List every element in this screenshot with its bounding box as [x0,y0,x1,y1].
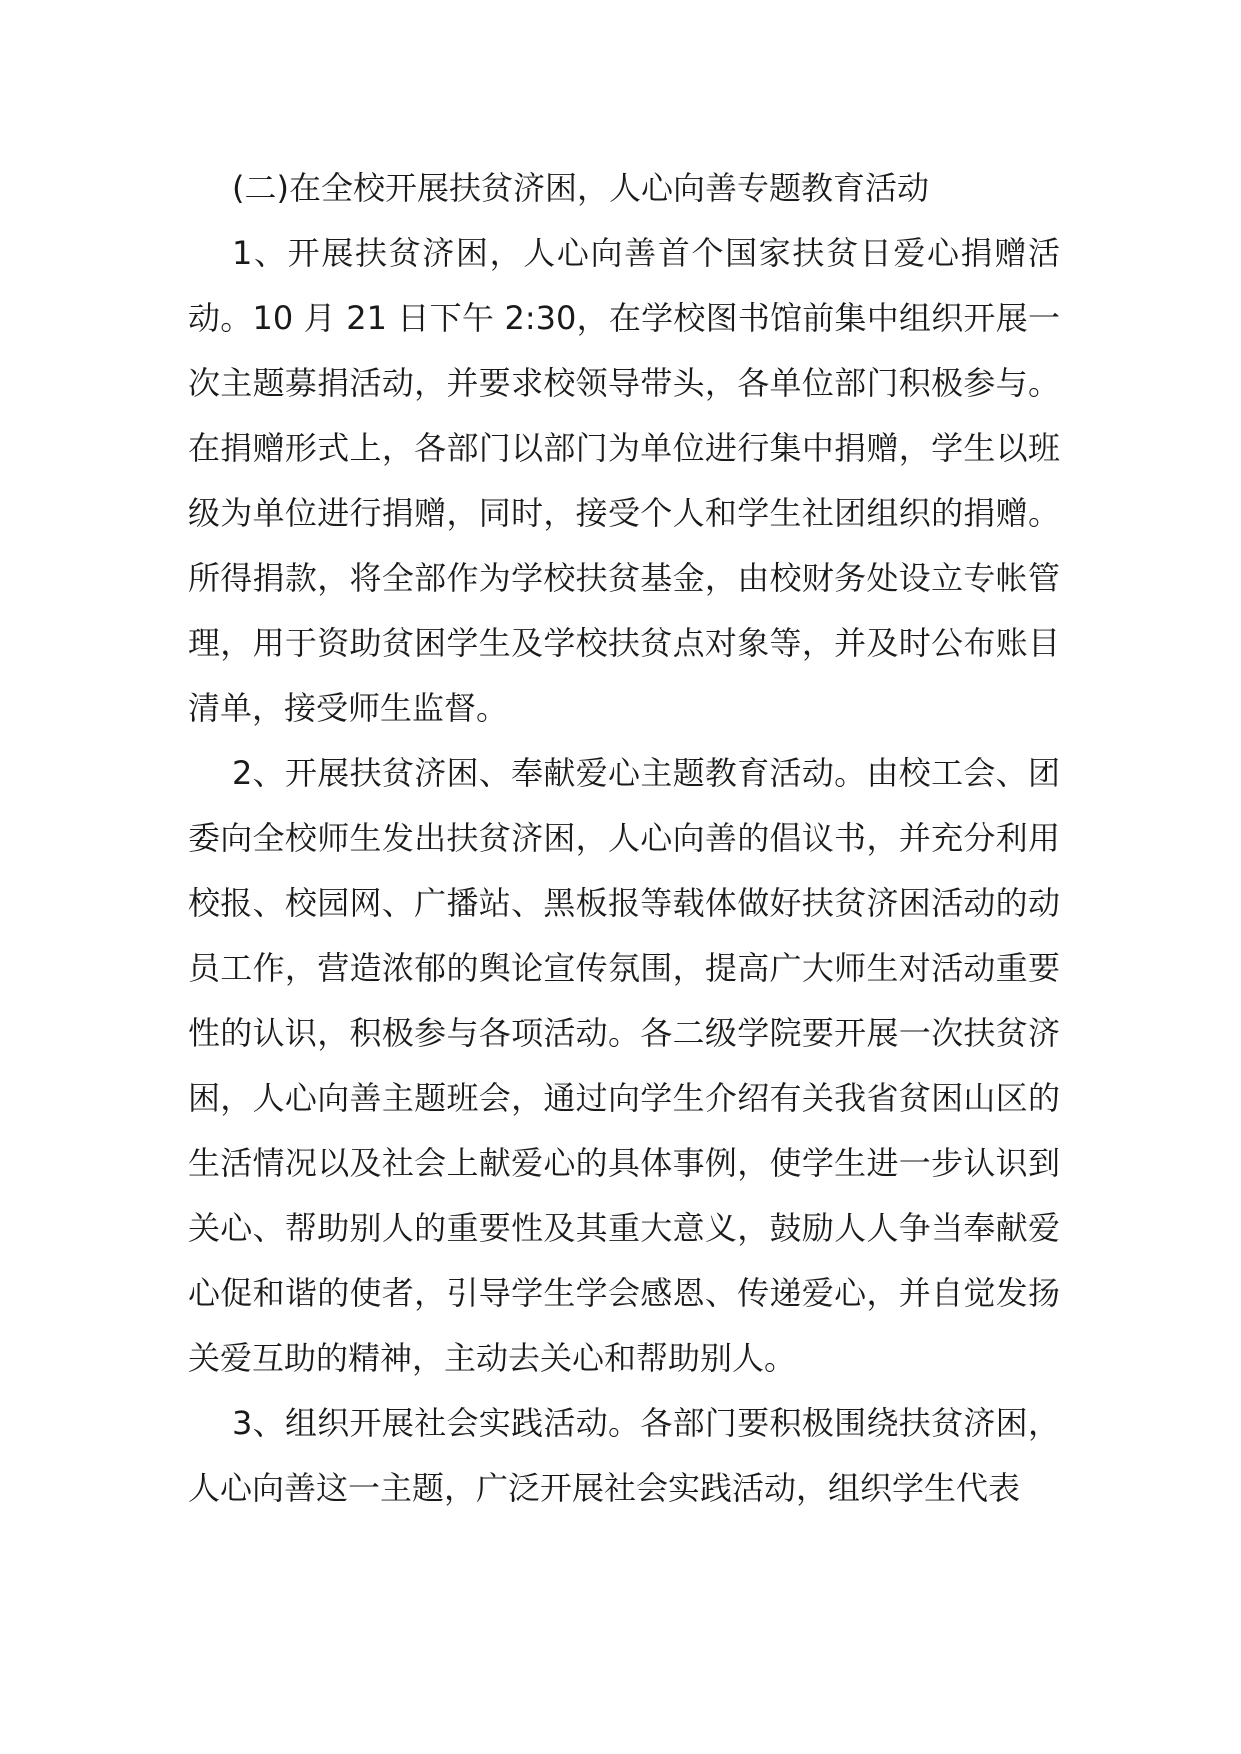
paragraph-item-2: 2、开展扶贫济困、奉献爱心主题教育活动。由校工会、团委向全校师生发出扶贫济困，人心向善的倡议书，并充分利用校报、校园网、广播站、黑板报等载体做好扶贫济困活动的动员工作，营造浓郁的舆论宣传氛围，提高广大师生对活动重要性的认识，积极参与各项活动。各二级学院要开展一次扶贫济困，人心向善主题班会，通过向学生介绍有关我省贫困山区的生活情况以及社会上献爱心的具体事例，使学生进一步认识到关心、帮助别人的重要性及其重大意义，鼓励人人争当奉献爱心促和谐的使者，引导学生学会感恩、传递爱心，并自觉发扬关爱互助的精神，主动去关心和帮助别人。 [188,754,1060,1377]
paragraph-item-1: 1、开展扶贫济困，人心向善首个国家扶贫日爱心捐赠活动。10 月 21 日下午 2:30，在学校图书馆前集中组织开展一次主题募捐活动，并要求校领导带头，各单位部门积极参与。在捐赠形式上，各部门以部门为单位进行集中捐赠，学生以班级为单位进行捐赠，同时，接受个人和学生社团组织的捐赠。所得捐款，将全部作为学校扶贫基金，由校财务处设立专帐管理，用于资助贫困学生及学校扶贫点对象等，并及时公布账目清单，接受师生监督。 [188,234,1060,727]
document-body [188,156,1060,1521]
section-heading: (二)在全校开展扶贫济困，人心向善专题教育活动 [232,169,929,207]
paragraph-item-3: 3、组织开展社会实践活动。各部门要积极围绕扶贫济困，人心向善这一主题，广泛开展社会实践活动，组织学生代表 [188,1404,1060,1507]
